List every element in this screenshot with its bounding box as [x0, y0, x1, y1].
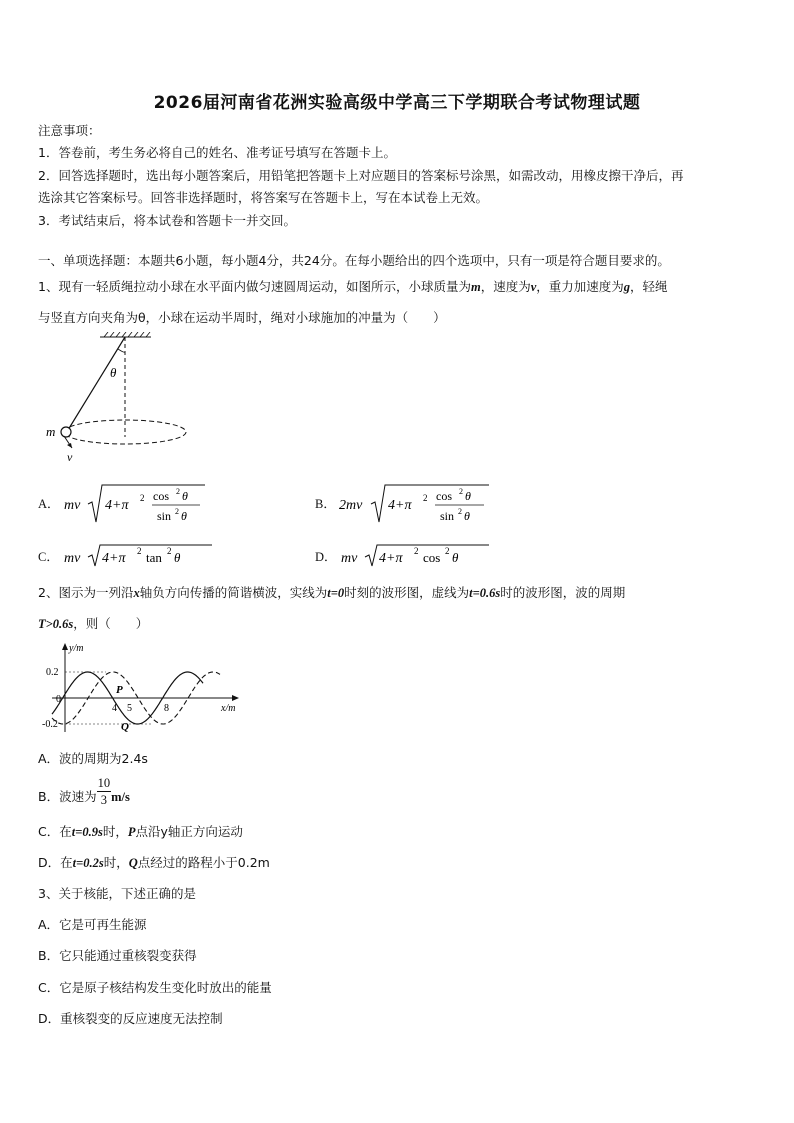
- svg-text:2: 2: [176, 487, 180, 496]
- page-title: 2026届河南省花洲实验高级中学高三下学期联合考试物理试题: [153, 93, 641, 113]
- y-tick-02: 0.2: [46, 667, 59, 678]
- svg-text:θ: θ: [464, 509, 470, 523]
- notice-item-2-cont: 选涂其它答案标号。回答非选择题时，将答案写在答题卡上，写在本试卷上无效。: [38, 190, 489, 205]
- mass-label: m: [46, 424, 56, 439]
- y-axis-label: y/m: [69, 643, 84, 654]
- svg-text:2: 2: [140, 493, 145, 503]
- svg-text:4+π: 4+π: [388, 498, 412, 513]
- notice-item-1: 1．答卷前，考生务必将自己的姓名、准考证号填写在答题卡上。: [38, 145, 396, 160]
- svg-text:mv: mv: [341, 551, 358, 566]
- section-heading: 一、单项选择题：本题共6小题，每小题4分，共24分。在每小题给出的四个选项中，只有一项是符合题目要求的。: [38, 253, 670, 268]
- q2-option-c[interactable]: C．在t=0.9s时，P点沿y轴正方向运动: [38, 824, 243, 839]
- svg-text:mv: mv: [64, 498, 81, 513]
- q3-option-b[interactable]: B．它只能通过重核裂变获得: [38, 948, 197, 963]
- svg-text:2: 2: [459, 487, 463, 496]
- point-q-label: Q: [121, 721, 129, 733]
- svg-text:2: 2: [137, 546, 142, 556]
- ball-icon: [61, 427, 71, 437]
- svg-text:4+π: 4+π: [102, 551, 126, 566]
- svg-text:θ: θ: [181, 509, 187, 523]
- svg-text:mv: mv: [64, 551, 81, 566]
- q1-conical-pendulum-figure: [38, 332, 198, 467]
- q2-option-b[interactable]: B．波速为 $\frac{10}{3}$ m/s: [38, 776, 130, 807]
- x-tick-8: 8: [164, 703, 169, 714]
- svg-text:2mv: 2mv: [339, 498, 363, 513]
- arrowhead-icon: [67, 443, 72, 448]
- y-axis-arrowhead: [62, 643, 68, 650]
- y-tick-0: 0: [56, 694, 61, 705]
- svg-text:2: 2: [445, 546, 450, 556]
- q3-option-a[interactable]: A．它是可再生能源: [38, 917, 147, 932]
- notice-item-2: 2．回答选择题时，选出每小题答案后，用铅笔把答题卡上对应题目的答案标号涂黑，如需改动，用橡皮擦干净后，再: [38, 168, 684, 183]
- svg-text:4+π: 4+π: [105, 498, 129, 513]
- svg-text:2: 2: [458, 507, 462, 516]
- x-tick-4: 4: [112, 703, 117, 714]
- x-axis-arrowhead: [232, 695, 239, 701]
- svg-text:θ: θ: [174, 550, 181, 565]
- velocity-label: v: [67, 450, 73, 464]
- svg-text:4+π: 4+π: [379, 551, 403, 566]
- q2-wave-figure: [38, 640, 248, 735]
- point-p-label: P: [116, 684, 123, 696]
- rope-line: [68, 337, 125, 430]
- notice-item-3: 3．考试结束后，将本试卷和答题卡一并交回。: [38, 213, 296, 228]
- svg-text:cos: cos: [436, 489, 452, 503]
- svg-text:cos: cos: [423, 550, 441, 565]
- svg-text:θ: θ: [182, 489, 188, 503]
- q3-option-d[interactable]: D．重核裂变的反应速度无法控制: [38, 1011, 223, 1026]
- q3-option-c[interactable]: C．它是原子核结构发生变化时放出的能量: [38, 980, 272, 995]
- ceiling-hatch: [104, 332, 150, 337]
- q1-stem-line1: 1、现有一轻质绳拉动小球在水平面内做匀速圆周运动，如图所示，小球质量为m，速度为v，重力加速度为g，轻绳: [38, 279, 668, 294]
- q2-option-d[interactable]: D．在t=0.2s时，Q点经过的路程小于0.2m: [38, 855, 270, 870]
- x-tick-5: 5: [127, 703, 132, 714]
- svg-text:tan: tan: [146, 550, 162, 565]
- svg-text:2: 2: [423, 493, 428, 503]
- angle-arc: [118, 349, 125, 352]
- svg-text:2: 2: [167, 546, 172, 556]
- svg-text:2: 2: [414, 546, 419, 556]
- svg-text:cos: cos: [153, 489, 169, 503]
- y-tick-neg02: -0.2: [42, 719, 58, 730]
- theta-label: θ: [110, 365, 117, 380]
- q3-stem: 3、关于核能，下述正确的是: [38, 886, 196, 901]
- svg-text:2: 2: [175, 507, 179, 516]
- q2-stem-line1: 2、图示为一列沿x轴负方向传播的简谐横波，实线为t=0时刻的波形图，虚线为t=0.6s时的波形图，波的周期: [38, 585, 626, 600]
- svg-text:θ: θ: [465, 489, 471, 503]
- svg-text:θ: θ: [452, 550, 459, 565]
- x-axis-label: x/m: [221, 703, 236, 714]
- notice-heading: 注意事项：: [38, 123, 101, 138]
- svg-text:sin: sin: [440, 509, 455, 523]
- q2-option-a[interactable]: A．波的周期为2.4s: [38, 751, 148, 766]
- q2-stem-line2: T>0.6s，则（ ）: [38, 616, 149, 631]
- q1-stem-line2: 与竖直方向夹角为θ，小球在运动半周时，绳对小球施加的冲量为（ ）: [38, 310, 446, 325]
- svg-text:sin: sin: [157, 509, 172, 523]
